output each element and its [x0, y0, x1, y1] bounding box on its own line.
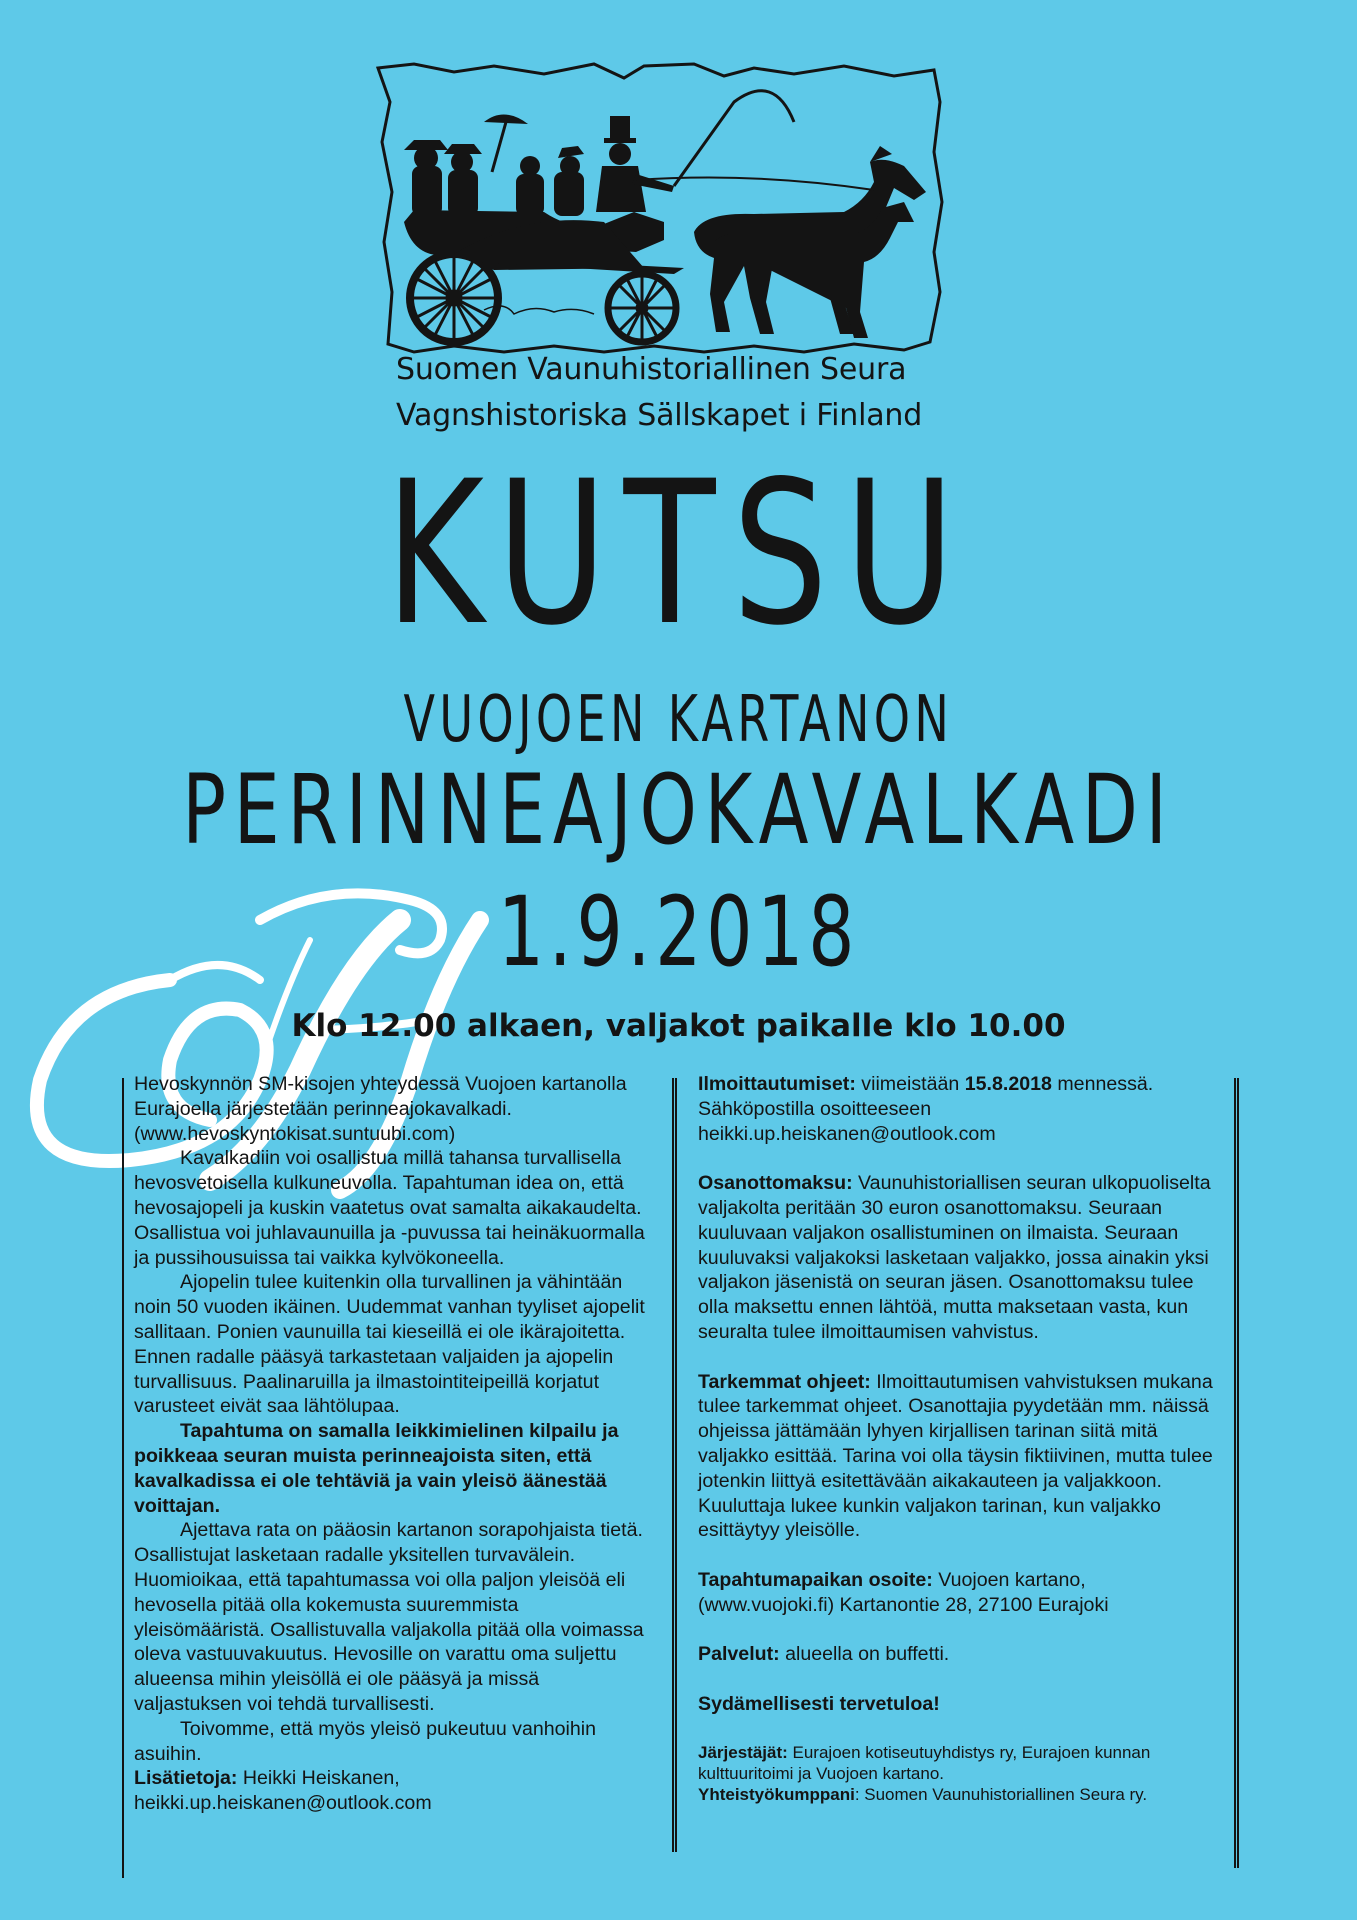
partner-text: : Suomen Vaunuhistoriallinen Seura ry.: [854, 1784, 1148, 1804]
title-main: PERINNEAJOKAVALKADI: [182, 754, 1175, 866]
right-column: [698, 1072, 1226, 1805]
info-contact-name: Heikki Heiskanen,: [237, 1767, 400, 1790]
fee-label: Osanottomaksu:: [698, 1172, 853, 1195]
paragraph-vehicle-rules: Ajopelin tulee kuitenkin olla turvallinen ja vähintään noin 50 vuoden ikäinen. Uudemmat vanhan tyyliset ajopelit sallitaan. Ponien vaunuilla tai kieseillä ei ole ikärajoitetta. Ennen radalle pääsyä tarkastetaan valjaiden ja ajopelin turvallisuus. Paalinaruilla ja ilmastointiteipeillä korjatut varusteet eivät saa lähtölupaa.: [134, 1271, 645, 1418]
fee-paragraph: [698, 1171, 1226, 1345]
paragraph-track: Ajettava rata on pääosin kartanon sorapohjaista tietä. Osallistujat lasketaan radalle yksitellen turvavälein. Huomioikaa, että tapahtumassa voi olla paljon yleisöä eli hevosella pitää olla kokemusta suuremmista yleisömääristä. Osallistuvalla valjakolla pitää olla voimassa oleva vastuuvakuutus. Hevosille on varattu oma suljettu alueensa mihin yleisöllä ei ole pääsyä ja missä valjastuksen voi tehdä turvallisesti.: [134, 1519, 644, 1715]
time-line: Klo 12.00 alkaen, valjakot paikalle klo 10.00: [291, 1008, 1066, 1044]
instructions-text: Ilmoittautumisen vahvistuksen mukana tulee tarkemmat ohjeet. Osanottajia pyydetään mm. näissä ohjeissa jättämään lyhyen kirjallisen tarinan siitä mitä valjakko esittää. Tarina voi olla täysin fiktiivinen, mutta tulee jotenkin liittyä esitettävään aikakauteen ja valjakkoon. Kuuluttaja lukee kunkin valjakon tarinan, kun valjakko esittäytyy yleisölle.: [698, 1370, 1213, 1542]
title-kutsu: KUTSU: [385, 438, 972, 669]
services-label: Palvelut:: [698, 1643, 780, 1666]
instructions-paragraph: [698, 1370, 1226, 1544]
carriage-logo: [374, 62, 946, 362]
organization-name-fi: Suomen Vaunuhistoriallinen Seura: [396, 352, 907, 387]
title-date: 1.9.2018: [497, 876, 860, 988]
address-paragraph: [698, 1568, 1226, 1618]
registration-text-1: viimeistään: [855, 1073, 965, 1095]
paragraph-competition: Tapahtuma on samalla leikkimielinen kilpailu ja poikkeaa seuran muista perinneajoista siten, että kavalkadissa ei ole tehtäviä ja vain yleisö äänestää voittajan.: [134, 1420, 619, 1517]
middle-column-rule: [672, 1078, 677, 1852]
partner-paragraph: [698, 1784, 1226, 1805]
fee-text: Vaunuhistoriallisen seuran ulkopuoliselta valjakolta peritään 30 euron osanottomaksu. Seuraan kuuluvaan valjakon osallistuminen on ilmaista. Seuraan kuuluvaksi valjakoksi lasketaan valjakko, jossa ainakin yksi valjakon jäsenistä on seuran jäsen. Osanottomaksu tulee olla maksettu ennen lähtöä, mutta maksetaan vasta, kun seuralta tulee ilmoittaumisen vahvistus.: [698, 1172, 1211, 1343]
registration-label: Ilmoittautumiset:: [698, 1073, 856, 1095]
address-text: Vuojoen kartano, (www.vuojoki.fi) Kartanontie 28, 27100 Eurajoki: [698, 1568, 1109, 1616]
registration-deadline: 15.8.2018: [964, 1073, 1052, 1095]
welcome-text: Sydämellisesti tervetuloa!: [698, 1692, 940, 1715]
services-paragraph: [698, 1642, 1226, 1667]
organization-name-sv: Vagnshistoriska Sällskapet i Finland: [396, 398, 923, 433]
info-label: Lisätietoja:: [134, 1767, 238, 1790]
paragraph-participation: Kavalkadiin voi osallistua millä tahansa turvallisella hevosvetoisella kulkuneuvolla. Tapahtuman idea on, että hevosajopeli ja kuskin vaatetus ovat samalta aikakaudelta. Osallistua voi juhlavaunuilla ja -puvussa tai heinäkuormalla ja pussihousuissa tai vaikka kylvökoneella.: [134, 1147, 645, 1269]
partner-label: Yhteistyökumppani: [698, 1784, 855, 1804]
organizers-paragraph: [698, 1742, 1226, 1784]
left-column-rule: [122, 1078, 124, 1878]
registration-paragraph: [698, 1072, 1226, 1122]
organizers-text: Eurajoen kotiseutuyhdistys ry, Eurajoen kunnan kulttuuritoimi ja Vuojoen kartano.: [698, 1742, 1151, 1783]
left-column: [134, 1072, 652, 1816]
info-email[interactable]: heikki.up.heiskanen@outlook.com: [134, 1792, 432, 1815]
registration-email[interactable]: heikki.up.heiskanen@outlook.com: [698, 1122, 996, 1145]
right-column-rule: [1234, 1078, 1239, 1868]
registration-text-2: mennessä. Sähköpostilla osoitteeseen: [698, 1073, 1154, 1120]
organizers-label: Järjestäjät:: [698, 1742, 788, 1762]
address-label: Tapahtumapaikan osoite:: [698, 1568, 933, 1591]
paragraph-audience: Toivomme, että myös yleisö pukeutuu vanhoihin asuihin.: [134, 1717, 597, 1765]
instructions-label: Tarkemmat ohjeet:: [698, 1370, 871, 1393]
paragraph-intro: Hevoskynnön SM-kisojen yhteydessä Vuojoen kartanolla Eurajoella järjestetään perinneajokavalkadi. (www.hevoskyntokisat.suntuubi.com): [134, 1073, 627, 1145]
title-subtitle: VUOJOEN KARTANON: [403, 683, 954, 757]
info-line: [134, 1766, 652, 1791]
services-text: alueella on buffetti.: [779, 1643, 950, 1666]
